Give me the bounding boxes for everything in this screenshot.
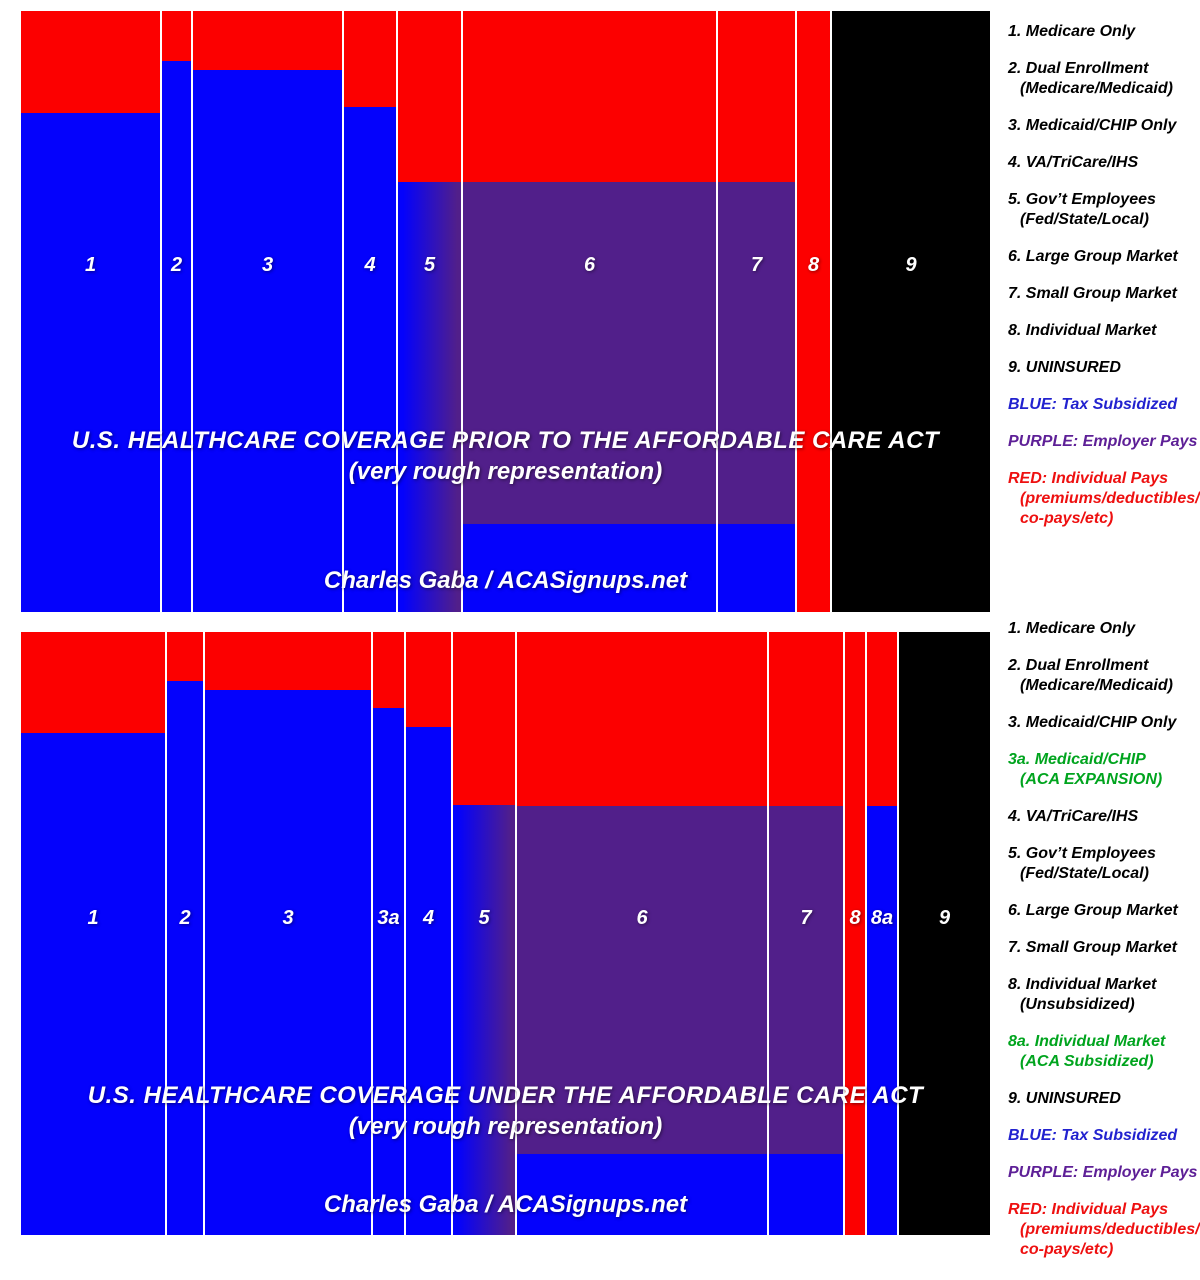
column-number-label: 2: [179, 907, 191, 929]
column-number-label: 9: [938, 907, 951, 929]
chart-credit: Charles Gaba / ACASignups.net: [323, 1191, 688, 1218]
column-number-label: 6: [583, 254, 596, 276]
legend-line: RED: Individual Pays: [1008, 470, 1169, 487]
column-7-small-group-market: [718, 11, 795, 612]
segment-blue: [373, 708, 404, 1235]
legend-line: (Medicare/Medicaid): [1020, 677, 1173, 694]
segment-gradient: [453, 805, 515, 1235]
segment-red: [845, 632, 865, 1235]
segment-red: [797, 11, 830, 612]
legend-item-9-uninsured: [1008, 358, 1198, 378]
legend-line: PURPLE: Employer Pays: [1008, 433, 1198, 450]
legend-item-8-individual-market: [1008, 975, 1198, 1015]
chart-pre-aca-columns: [21, 11, 990, 612]
legend-line: (premiums/deductibles/: [1020, 1221, 1200, 1238]
legend-line: 1. Medicare Only: [1008, 620, 1136, 637]
legend-line: 2. Dual Enrollment: [1008, 657, 1149, 674]
column-number-label: 8a: [870, 907, 894, 929]
legend-line: (premiums/deductibles/: [1020, 490, 1200, 507]
legend-line: (Fed/State/Local): [1020, 211, 1149, 228]
legend-line: 7. Small Group Market: [1008, 285, 1177, 302]
legend-line: (Fed/State/Local): [1020, 865, 1149, 882]
segment-red: [162, 11, 191, 61]
column-number-label: 8: [807, 254, 820, 276]
segment-red: [463, 11, 716, 182]
column-8-individual-market-unsubsidized: [845, 632, 865, 1235]
segment-blue: [867, 806, 897, 1235]
column-number-label: 1: [87, 907, 99, 929]
legend-item-8a-individual-market: [1008, 1032, 1198, 1072]
legend-line: 3. Medicaid/CHIP Only: [1008, 714, 1177, 731]
column-number-label: 3a: [377, 907, 400, 929]
legend-line: co-pays/etc): [1020, 1241, 1114, 1258]
legend-item-4-va-tricare-ihs: [1008, 153, 1198, 173]
segment-red: [193, 11, 342, 70]
segment-purple: [718, 182, 795, 524]
column-3-medicaid-chip-only: [193, 11, 342, 612]
legend-line: (ACA EXPANSION): [1020, 771, 1163, 788]
legend-item-7-small-group-market: [1008, 938, 1198, 958]
column-number-label: 2: [170, 254, 183, 276]
legend-line: 7. Small Group Market: [1008, 939, 1177, 956]
legend-line: 5. Gov’t Employees: [1008, 845, 1156, 862]
legend-item-3-medicaid-chip-only: [1008, 116, 1198, 136]
column-number-label: 3: [261, 254, 274, 276]
segment-blue: [167, 681, 203, 1235]
legend-item-7-small-group-market: [1008, 284, 1198, 304]
legend-item-blue-tax-subsidized: [1008, 1126, 1198, 1146]
segment-blue: [344, 107, 396, 612]
chart-title: U.S. HEALTHCARE COVERAGE UNDER THE AFFORDABLE CARE ACT: [87, 1082, 924, 1109]
legend-line: 2. Dual Enrollment: [1008, 60, 1149, 77]
legend-item-2-dual-enrollment: [1008, 59, 1198, 99]
column-number-label: 4: [422, 907, 435, 929]
segment-blue: [162, 61, 191, 612]
legend-item-6-large-group-market: [1008, 247, 1198, 267]
legend-line: BLUE: Tax Subsidized: [1008, 396, 1178, 413]
column-number-label: 1: [84, 254, 97, 276]
legend-item-red-individual-pays: [1008, 469, 1198, 529]
column-number-label: 6: [636, 907, 648, 929]
legend-item-blue-tax-subsidized: [1008, 395, 1198, 415]
segment-gradient: [398, 182, 461, 612]
column-5-gov-t-employees-fed-state-local: [453, 632, 515, 1235]
chart-credit: Charles Gaba / ACASignups.net: [323, 567, 688, 594]
segment-red: [718, 11, 795, 182]
segment-red: [406, 632, 451, 727]
column-4-va-tricare-ihs: [344, 11, 396, 612]
legend-item-6-large-group-market: [1008, 901, 1198, 921]
legend-line: 5. Gov’t Employees: [1008, 191, 1156, 208]
column-1-medicare-only: [21, 11, 160, 612]
chart-post-aca-columns: [21, 632, 990, 1235]
segment-red: [21, 632, 165, 733]
legend-line: 8. Individual Market: [1008, 322, 1157, 339]
segment-blue: [517, 1154, 767, 1235]
segment-black: [832, 11, 990, 612]
legend-line: (ACA Subsidized): [1020, 1053, 1154, 1070]
column-number-label: 5: [478, 907, 490, 929]
legend-line: 8. Individual Market: [1008, 976, 1157, 993]
legend-post-aca: [1008, 619, 1198, 1277]
column-8a-individual-market-aca-subsidized: [867, 632, 897, 1235]
segment-red: [167, 632, 203, 681]
segment-purple: [769, 806, 843, 1154]
legend-line: 4. VA/TriCare/IHS: [1008, 154, 1139, 171]
segment-red: [769, 632, 843, 806]
chart-pre-aca: [21, 11, 990, 612]
column-9-uninsured: [899, 632, 990, 1235]
chart-post-aca: [21, 632, 990, 1235]
segment-red: [21, 11, 160, 113]
column-5-gov-t-employees-fed-state-local: [398, 11, 461, 612]
column-3a-medicaid-chip-aca-expansion: [373, 632, 404, 1235]
legend-line: (Medicare/Medicaid): [1020, 80, 1173, 97]
segment-blue: [769, 1154, 843, 1235]
legend-item-4-va-tricare-ihs: [1008, 807, 1198, 827]
legend-line: (Unsubsidized): [1020, 996, 1135, 1013]
legend-line: co-pays/etc): [1020, 510, 1114, 527]
column-number-label: 3: [282, 907, 294, 929]
column-3-medicaid-chip-only: [205, 632, 371, 1235]
legend-item-5-gov-t-employees: [1008, 844, 1198, 884]
legend-pre-aca: [1008, 22, 1198, 546]
legend-line: BLUE: Tax Subsidized: [1008, 1127, 1178, 1144]
legend-line: RED: Individual Pays: [1008, 1201, 1169, 1218]
legend-line: 6. Large Group Market: [1008, 248, 1178, 265]
column-2-dual-enrollment-medicare-medicaid: [167, 632, 203, 1235]
segment-red: [344, 11, 396, 107]
legend-line: 8a. Individual Market: [1008, 1033, 1166, 1050]
column-7-small-group-market: [769, 632, 843, 1235]
segment-red: [867, 632, 897, 806]
legend-item-5-gov-t-employees: [1008, 190, 1198, 230]
segment-purple: [517, 806, 767, 1154]
chart-title: U.S. HEALTHCARE COVERAGE PRIOR TO THE AFFORDABLE CARE ACT: [71, 427, 940, 454]
chart-subtitle: (very rough representation): [348, 458, 663, 485]
legend-line: 6. Large Group Market: [1008, 902, 1178, 919]
column-number-label: 8: [849, 907, 861, 929]
column-8-individual-market: [797, 11, 830, 612]
column-2-dual-enrollment-medicare-medicaid: [162, 11, 191, 612]
legend-item-3-medicaid-chip-only: [1008, 713, 1198, 733]
segment-blue: [406, 727, 451, 1235]
segment-blue: [21, 113, 160, 612]
column-number-label: 9: [905, 254, 917, 276]
column-number-label: 5: [423, 254, 436, 276]
legend-line: PURPLE: Employer Pays: [1008, 1164, 1198, 1181]
segment-red: [517, 632, 767, 806]
segment-red: [398, 11, 461, 182]
column-9-uninsured: [832, 11, 990, 612]
legend-line: 3. Medicaid/CHIP Only: [1008, 117, 1177, 134]
segment-red: [373, 632, 404, 708]
legend-item-9-uninsured: [1008, 1089, 1198, 1109]
column-6-large-group-market: [463, 11, 716, 612]
legend-line: 3a. Medicaid/CHIP: [1008, 751, 1146, 768]
segment-red: [205, 632, 371, 690]
segment-purple: [463, 182, 716, 524]
legend-item-red-individual-pays: [1008, 1200, 1198, 1260]
segment-blue: [193, 70, 342, 612]
column-number-label: 7: [800, 907, 812, 929]
legend-item-1-medicare-only: [1008, 619, 1198, 639]
legend-item-8-individual-market: [1008, 321, 1198, 341]
segment-black: [899, 632, 990, 1235]
legend-line: 1. Medicare Only: [1008, 23, 1136, 40]
legend-line: 4. VA/TriCare/IHS: [1008, 808, 1139, 825]
legend-item-1-medicare-only: [1008, 22, 1198, 42]
legend-line: 9. UNINSURED: [1008, 1090, 1121, 1107]
legend-item-2-dual-enrollment: [1008, 656, 1198, 696]
legend-line: 9. UNINSURED: [1008, 359, 1121, 376]
segment-blue: [205, 690, 371, 1235]
segment-red: [453, 632, 515, 805]
column-number-label: 7: [750, 254, 763, 276]
column-6-large-group-market: [517, 632, 767, 1235]
column-number-label: 4: [364, 254, 376, 276]
segment-blue: [463, 524, 716, 612]
legend-item-3a-medicaid-chip: [1008, 750, 1198, 790]
segment-blue: [21, 733, 165, 1235]
legend-item-purple-employer-pays: [1008, 432, 1198, 452]
chart-subtitle: (very rough representation): [348, 1113, 663, 1140]
segment-blue: [718, 524, 795, 612]
legend-item-purple-employer-pays: [1008, 1163, 1198, 1183]
column-1-medicare-only: [21, 632, 165, 1235]
column-4-va-tricare-ihs: [406, 632, 451, 1235]
